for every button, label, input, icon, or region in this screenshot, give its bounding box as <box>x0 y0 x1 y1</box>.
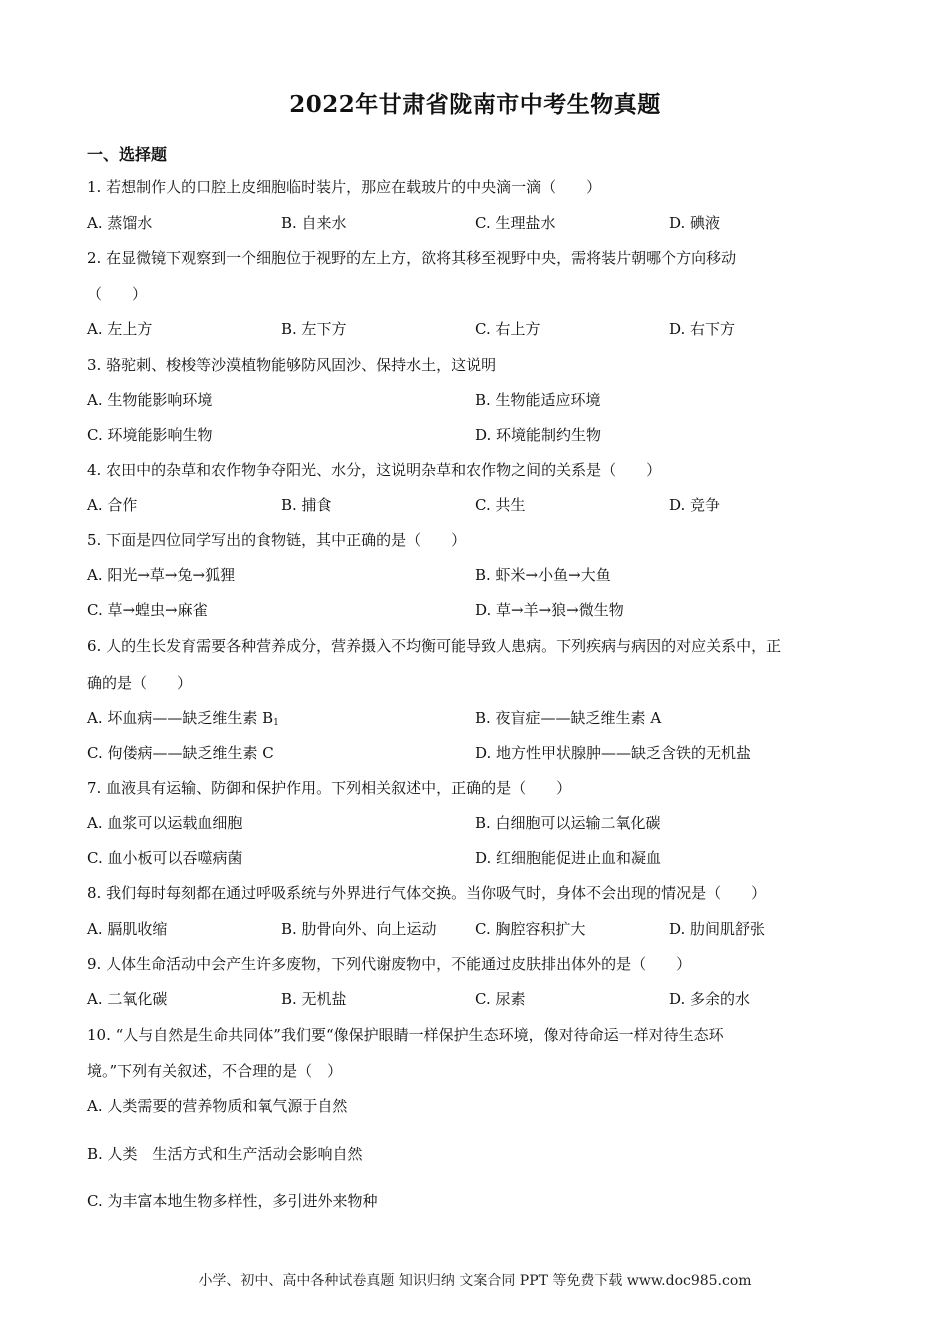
question-4-option-d: D. 竞争 <box>669 496 721 514</box>
question-7-option-b: B. 白细胞可以运输二氧化碳 <box>475 814 661 832</box>
question-3-option-b: B. 生物能适应环境 <box>475 391 601 409</box>
question-5-option-d: D. 草→羊→狼→微生物 <box>475 601 624 619</box>
question-9-option-b: B. 无机盐 <box>281 990 347 1008</box>
question-4-stem: 4. 农田中的杂草和农作物争夺阳光、水分，这说明杂草和农作物之间的关系是（ ） <box>87 461 662 479</box>
question-9-option-d: D. 多余的水 <box>669 990 751 1008</box>
question-1-option-c: C. 生理盐水 <box>475 214 556 232</box>
question-6-stem-line2: 确的是（ ） <box>87 674 193 692</box>
question-6-option-c: C. 佝偻病——缺乏维生素 C <box>87 744 274 762</box>
question-7-stem: 7. 血液具有运输、防御和保护作用。下列相关叙述中，正确的是（ ） <box>87 779 572 797</box>
question-5-stem: 5. 下面是四位同学写出的食物链，其中正确的是（ ） <box>87 531 467 549</box>
section-heading: 一、选择题 <box>87 145 168 164</box>
question-2-option-a: A. 左上方 <box>87 320 153 338</box>
question-10-option-b: B. 人类 生活方式和生产活动会影响自然 <box>87 1145 363 1163</box>
question-1-option-b: B. 自来水 <box>281 214 347 232</box>
question-9-stem: 9. 人体生命活动中会产生许多废物，下列代谢废物中，不能通过皮肤排出体外的是（ ） <box>87 955 692 973</box>
question-7-option-c: C. 血小板可以吞噬病菌 <box>87 849 243 867</box>
question-5-option-a: A. 阳光→草→兔→狐狸 <box>87 566 236 584</box>
question-4-option-b: B. 捕食 <box>281 496 332 514</box>
question-2-option-d: D. 右下方 <box>669 320 736 338</box>
question-9-option-a: A. 二氧化碳 <box>87 990 168 1008</box>
question-1-option-d: D. 碘液 <box>669 214 721 232</box>
question-6-option-a-subscript: 1 <box>273 718 279 728</box>
question-10-stem-line2: 境。”下列有关叙述，不合理的是（ ） <box>87 1062 343 1080</box>
question-6-option-b: B. 夜盲症——缺乏维生素 A <box>475 709 662 727</box>
question-4-option-a: A. 合作 <box>87 496 138 514</box>
question-1-option-a: A. 蒸馏水 <box>87 214 153 232</box>
question-6-option-a-text: A. 坏血病——缺乏维生素 B <box>87 709 274 727</box>
page-title: 2022年甘肃省陇南市中考生物真题 <box>289 91 661 118</box>
question-2-option-b: B. 左下方 <box>281 320 347 338</box>
question-3-option-c: C. 环境能影响生物 <box>87 426 213 444</box>
question-8-stem: 8. 我们每时每刻都在通过呼吸系统与外界进行气体交换。当你吸气时，身体不会出现的情况是（ ） <box>87 884 767 902</box>
question-5-option-c: C. 草→蝗虫→麻雀 <box>87 601 208 619</box>
question-1-stem: 1. 若想制作人的口腔上皮细胞临时装片，那应在载玻片的中央滴一滴（ ） <box>87 178 602 196</box>
question-8-option-c: C. 胸腔容积扩大 <box>475 920 586 938</box>
question-9-option-c: C. 尿素 <box>475 990 526 1008</box>
question-4-option-c: C. 共生 <box>475 496 526 514</box>
question-6-option-d: D. 地方性甲状腺肿——缺乏含铁的无机盐 <box>475 744 752 762</box>
question-10-stem-line1: 10. “人与自然是生命共同体”我们要“像保护眼睛一样保护生态环境，像对待命运一样对待生态环 <box>87 1026 724 1044</box>
question-10-option-a: A. 人类需要的营养物质和氧气源于自然 <box>87 1097 348 1115</box>
question-7-option-d: D. 红细胞能促进止血和凝血 <box>475 849 662 867</box>
question-3-option-d: D. 环境能制约生物 <box>475 426 602 444</box>
page-footer: 小学、初中、高中各种试卷真题 知识归纳 文案合同 PPT 等免费下载 www.doc985.com <box>198 1273 752 1289</box>
question-2-stem-line2: （ ） <box>87 285 148 303</box>
question-7-option-a: A. 血浆可以运载血细胞 <box>87 814 243 832</box>
question-2-stem-line1: 2. 在显微镜下观察到一个细胞位于视野的左上方，欲将其移至视野中央，需将装片朝哪个方向移动 <box>87 249 737 267</box>
question-6-option-a <box>87 708 279 733</box>
question-6-stem-line1: 6. 人的生长发育需要各种营养成分，营养摄入不均衡可能导致人患病。下列疾病与病因的对应关系中，正 <box>87 637 782 655</box>
question-8-option-b: B. 肋骨向外、向上运动 <box>281 920 437 938</box>
question-5-option-b: B. 虾米→小鱼→大鱼 <box>475 566 611 584</box>
question-3-option-a: A. 生物能影响环境 <box>87 391 213 409</box>
question-8-option-a: A. 膈肌收缩 <box>87 920 168 938</box>
question-8-option-d: D. 肋间肌舒张 <box>669 920 766 938</box>
question-3-stem: 3. 骆驼刺、梭梭等沙漠植物能够防风固沙、保持水土，这说明 <box>87 356 497 374</box>
question-2-option-c: C. 右上方 <box>475 320 541 338</box>
question-10-option-c: C. 为丰富本地生物多样性，多引进外来物种 <box>87 1192 378 1210</box>
